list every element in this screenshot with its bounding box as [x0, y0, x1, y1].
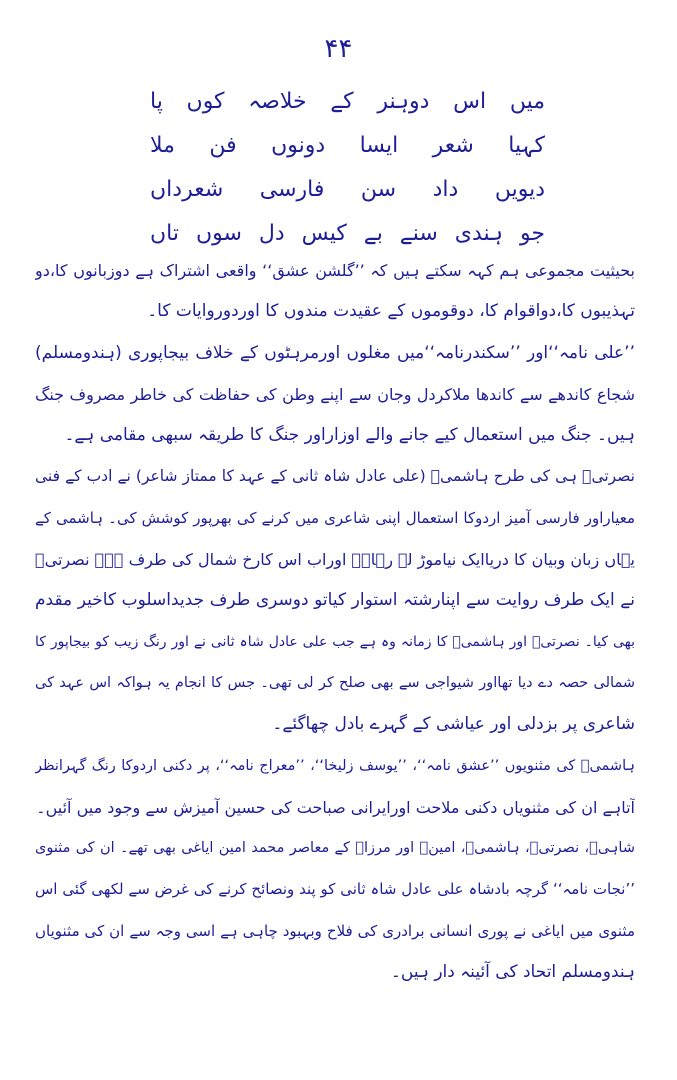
text-line: معیاراور فارسی آمیز اردوکا استعمال اپنی شاعری میں کرنے کی بھرپور کوشش کی۔ ہاشمی کے	[35, 508, 635, 527]
prose-block	[35, 250, 635, 993]
text-line: ہاشمیؔ کی مثنویوں ’’عشق نامہ‘‘، ’’یوسف زلیخا‘‘، ’’معراج نامہ‘‘، پر دکنی اردوکا رنگ گہرانظر	[35, 757, 635, 774]
text-line: شاہیؔ، نصرتیؔ، ہاشمیؔ، امینؔ اور مرزاؔ کے معاصر محمد امین ایاغی بھی تھے۔ ان کی مثنوی	[35, 840, 635, 857]
poem-verse: کہیا شعر ایسا دونوں فن ملا	[150, 133, 545, 158]
text-line: تہذیبوں کا،دواقوام کا، دوقوموں کے عقیدت مندوں کا اوردوروایات کا۔	[147, 301, 635, 322]
poem-verse: جو ہندی سنے بے کیس دل سوں تاں	[150, 221, 545, 246]
text-line: ہندومسلم اتحاد کی آئینہ دار ہیں۔	[390, 962, 635, 983]
poem-verse: دیویں داد سن فارسی شعرداں	[150, 177, 545, 202]
text-line: شمالی حصہ دے دیا تھااور شیواجی سے بھی صلح کر لی تھی۔ جس کا انجام یہ ہواکہ اس عہد کی	[35, 674, 635, 691]
text-line: نے ایک طرف روایت سے اپنارشتہ استوار کیاتو دوسری طرف جدیداسلوب کاخیر مقدم	[35, 590, 635, 611]
text-line: مثنوی میں ایاغی نے پوری انسانی برادری کی فلاح وبہبود چاہی ہے اسی وجہ سے ان کی مثنویاں	[35, 921, 635, 940]
text-line: شاعری پر بزدلی اور عیاشی کے گہرے بادل چھاگئے۔	[272, 714, 635, 735]
poem-verse: میں اس دوہنر کے خلاصہ کوں پا	[150, 89, 545, 114]
text-line: بحیثیت مجموعی ہم کہہ سکتے ہیں کہ ’’گلشن عشق‘‘ واقعی اشتراک ہے دوزبانوں کا،دو	[35, 261, 635, 280]
poem-block	[150, 80, 545, 256]
text-line: آتاہے ان کی مثنویاں دکنی ملاحت اورایرانی صباحت کی حسین آمیزش سے وجود میں آئیں۔	[36, 797, 635, 817]
text-line: یہاں زبان وبیان کا دریاایک نیاموڑ لے رہاہے اوراب اس کارخ شمال کی طرف ہے۔ نصرتیؔ	[35, 550, 635, 570]
text-line: ’’نجات نامہ‘‘ گرچہ بادشاہ علی عادل شاہ ثانی کو پند ونصائح کرنے کی غرض سے لکھی گئی اس	[35, 880, 635, 899]
page-number: ۴۴	[324, 34, 353, 64]
text-line: بھی کیا۔ نصرتیؔ اور ہاشمیؔ کا زمانہ وہ ہے جب علی عادل شاہ ثانی نے اور رنگ زیب کو بیجاپور کا	[35, 633, 635, 650]
text-line: ہیں۔ جنگ میں استعمال کیے جانے والے اوزاراور جنگ کا طریقہ سبھی مقامی ہے۔	[64, 425, 635, 446]
text-line: ’’علی نامہ‘‘اور ’’سکندرنامہ‘‘میں مغلوں اورمرہٹوں کے خلاف بیجاپوری (ہندومسلم)	[35, 342, 635, 363]
text-line: شجاع کاندھے سے کاندھا ملاکردل وجان سے اپنے وطن کی حفاظت کی خاطر مصروف جنگ	[35, 384, 635, 404]
text-line: نصرتیؔ ہی کی طرح ہاشمیؔ (علی عادل شاہ ثانی کے عہد کا ممتاز شاعر) نے ادب کے فنی	[35, 467, 635, 486]
